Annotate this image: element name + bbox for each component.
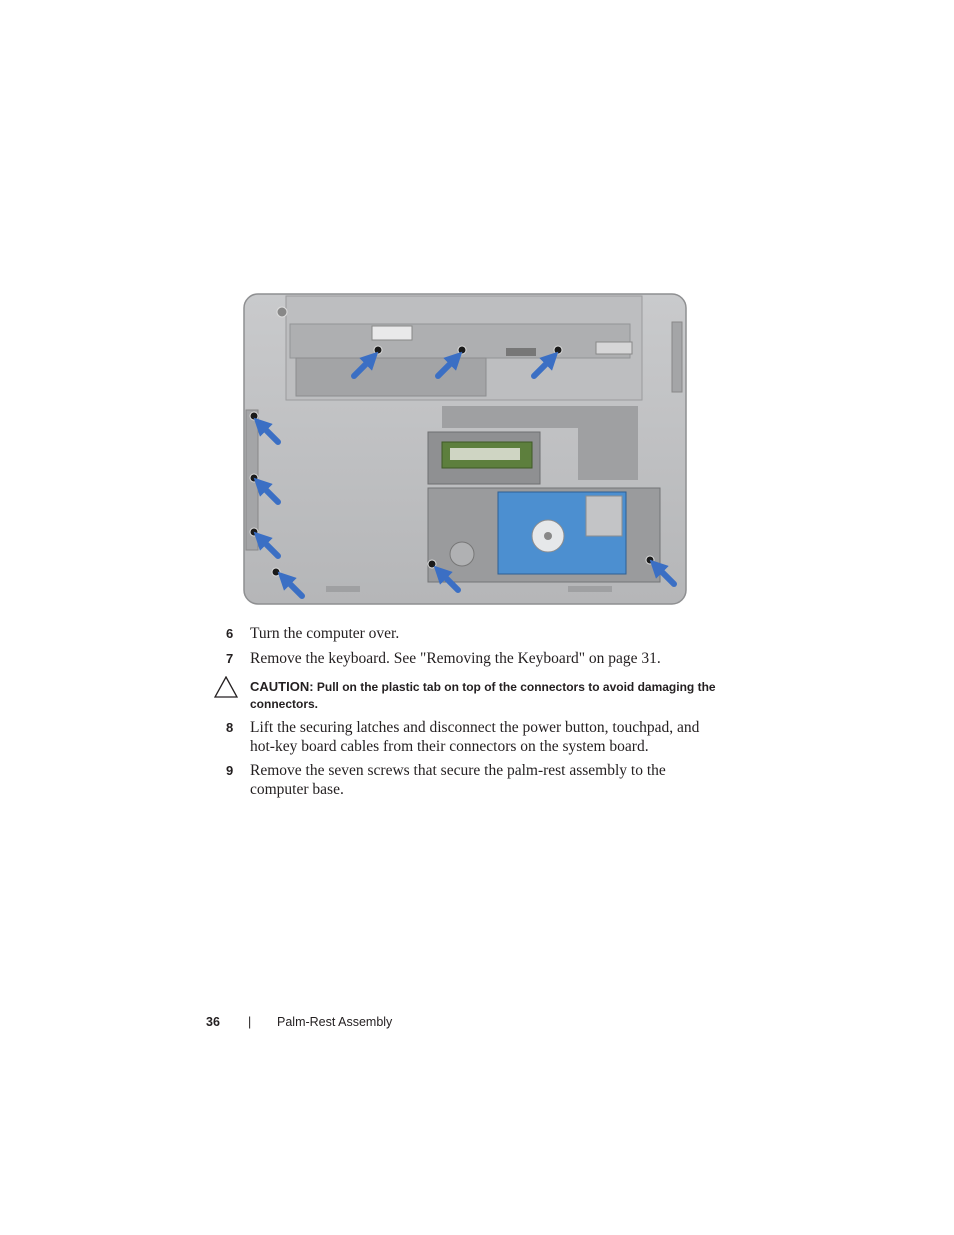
computer-base-illustration (242, 292, 688, 606)
caution-body: Pull on the plastic tab on top of the connectors to avoid damaging the connectors. (250, 680, 716, 711)
page-footer (206, 1015, 606, 1035)
step-number: 6 (226, 626, 234, 641)
caution-text (250, 678, 720, 713)
step-number: 8 (226, 720, 234, 735)
page-number: 36 (206, 1015, 220, 1029)
footer-separator: | (248, 1015, 252, 1029)
step-number: 9 (226, 763, 234, 778)
step-text: Remove the seven screws that secure the palm-rest assembly to the computer base. (250, 762, 666, 798)
section-title: Palm-Rest Assembly (277, 1015, 393, 1029)
step-text: Turn the computer over. (250, 625, 400, 642)
step-text: Remove the keyboard. See "Removing the Keyboard" on page 31. (250, 650, 661, 667)
caution-label: CAUTION: (250, 679, 314, 694)
step-number: 7 (226, 651, 234, 666)
step-text: Lift the securing latches and disconnect the power button, touchpad, and hot-key board cables from their connectors on the system board. (250, 719, 700, 755)
warning-triangle-icon (214, 676, 238, 698)
